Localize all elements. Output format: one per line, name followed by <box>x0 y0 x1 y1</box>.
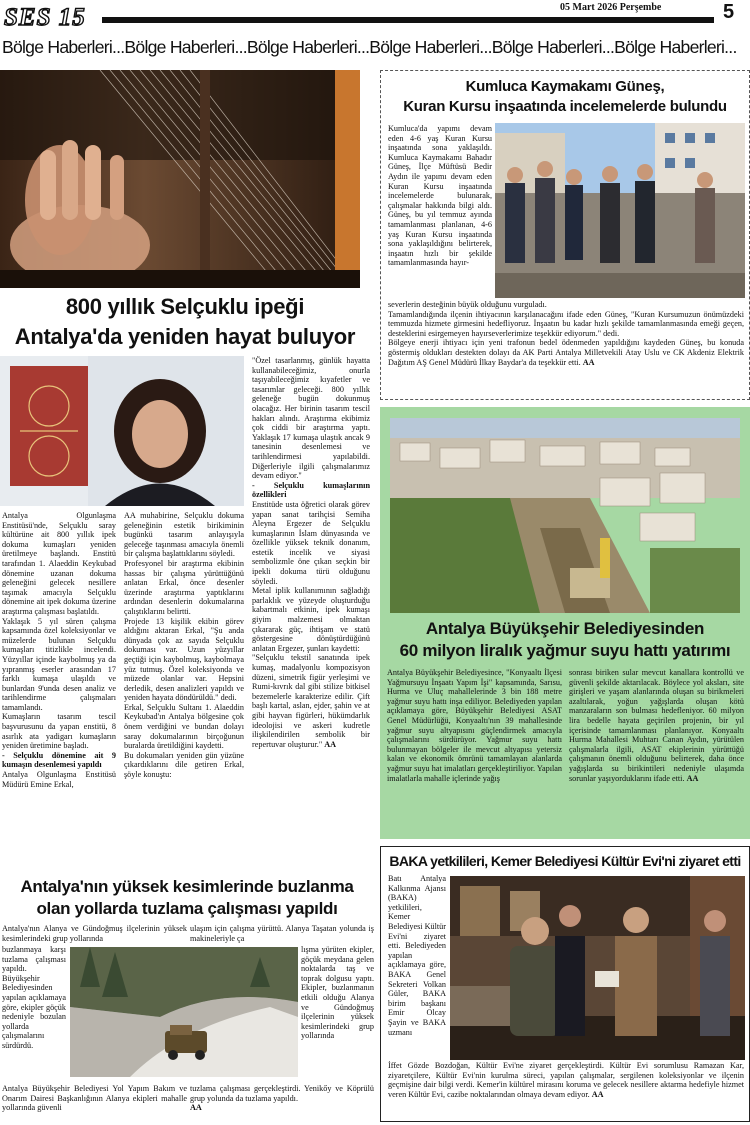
ipek-col1-subhead: - Selçuklu dönemine ait 9 kumaşın desenlemesi yapıldı <box>2 750 116 770</box>
ipek-col3-subhead: - Selçuklu kumaşlarının özellikleri <box>252 480 370 500</box>
kumluca-headline <box>380 77 750 117</box>
ipek-headline-line1: 800 yıllık Selçuklu ipeği <box>65 294 305 319</box>
ipek-col1-p2: Enstitü tarafından 1. Alaeddin Keykubad dönemine uzanan dokuma geleneğini gelecek nesillere taşımak amacıyla Selçuklu dönemine ait ipek dokuma üzerine araştırma çalışması başlatıldı. <box>2 549 116 616</box>
kumluca-p2: Tamamlandığında ilçenin ihtiyacının karşılanacağını ifade eden Güneş, "Kuran Kursumuzun önümüzdeki temmuzda hizmete girmesini hedefliyoruz. İnşaatın bu kadar hızlı şekilde tamamlanmasında emeği geçen, desteklerini esirgemeyen hayırseverlerimize teşekkür ediyorum." dedi. <box>388 309 744 338</box>
ipek-col3-p1: "Özel tasarlanmış, günlük hayatta kullanabileceğimiz, onurla taşıyabileceğimiz kıyafetler ve tasarımlar geleceği. 800 yıllık geleneğe bugün dokunmuş olacağız. Her birinin tasarım tescil hakları alındı. Araştırma ekibimiz çok ciddi bir araştırma yaptı. Yaklaşık 17 kumaşa ulaştık ancak 9 tanesinin desenlemesi ve tarihlendirmesi yapılabildi. Diğerleriyle ilgili çalışmalarımız devam ediyor." <box>252 356 370 481</box>
yagmur-col1 <box>387 668 562 832</box>
aerial-construction-image <box>390 418 740 613</box>
ipek-col2 <box>124 511 244 873</box>
yagmur-photo <box>390 418 740 613</box>
ipek-col3-p4: "Selçuklu tekstil sanatında ipek kumaş, madalyonlu kompozisyon düzeni, simetrik figür yerleşimi ve Rumi-kıvrık dal gibi stilize bitkisel bezemelerle karakterize edilir. Çift başlı kartal, aslan, ejder, şahin ve at gibi hayvan figürleri, hükümdarlık ideolojisi ve askeri kudretle ilişkilendirilen sembolik bir repertuvar oluşturur." <box>252 653 370 749</box>
yagmur-headline-line1: Antalya Büyükşehir Belediyesinden <box>425 619 705 638</box>
snowy-road-image <box>70 947 298 1077</box>
kumluca-headline-line1: Kumluca Kaymakamı Güneş, <box>465 78 665 95</box>
tuzlama-right-top-text: ulaşım için çalışma yürüttü. <box>190 924 284 933</box>
ipek-col1-p5: Antalya Olgunlaşma Enstitüsü Müdürü Emine Erkal, <box>2 770 116 789</box>
page-number: 5 <box>723 1 735 23</box>
baka-left-text: Batı Antalya Kalkınma Ajansı (BAKA) yetkilileri, Kemer Belediyesi Kültür Evi'ni ziyaret etti. Belediyeden yapılan açıklamaya göre, BAKA Genel Sekreteri Volkan Güler, BAKA birim başkanı Emir Olcay Şayin ve BAKA uzmanı <box>388 874 446 1037</box>
kumluca-headline-line2: Kuran Kursu inşaatında incelemelerde bulundu <box>403 98 727 115</box>
tuzlama-headline-line2: olan yollarda tuzlama çalışması yapıldı <box>36 899 338 918</box>
kumluca-p1: severlerin desteğinin büyük olduğunu vurguladı. <box>388 300 547 309</box>
kumluca-full-text <box>388 300 744 396</box>
yagmur-col1-text: Antalya Büyükşehir Belediyesince, "Konyaaltı İlçesi Yağmursuyu İnşaatı Yapım İşi" kapsamında, Sarısu, Hurma ve Uluç mahallelerinde 3 bin 188 metre yağmur suyu hattı inşa ediliyor. Belediyeden yapılan açıklamaya göre, Büyükşehir Belediyesi ASAT Genel Müdürlüğü, Konyaaltı'nın 39 mahallesinde yağmur suyu altyapısını güçlendirmek amacıyla çalışmalarını sürdürüyor. Yağmur suyu hattı bulunmayan bölgeler ile mevcut altyapısı yetersiz kalan ve ekonomik ömrünü tamamlayan alanlarda yağmur suyu hat imalatları gerçekleştiriliyor. Yapılan imalatlarla mahalle içlerinde yağış <box>387 668 562 783</box>
ipek-col3-p2: Enstitüde usta öğretici olarak görev yapan sanat tarihçisi Semiha Aleyna Ergezer de Selçuklu kumaşlarının İslam dünyasında ve özellikle yüksek teknik donanım, estetik incelik ve siyasi sembolizmle öne çıkan seçkin bir ipekli dokuma türü olduğunu söyledi. <box>252 499 370 586</box>
tuzlama-sign: AA <box>190 1103 202 1113</box>
tuzlama-bottom-right-text: tuzlama çalışması gerçekleştirdi. Yenikőy ve Köprülü grup yolunda da tuzlama yapıldı. <box>190 1084 374 1103</box>
construction-visit-image <box>495 123 745 298</box>
baka-full-text <box>388 1061 744 1119</box>
portrait-photo <box>0 356 244 506</box>
ipek-col1 <box>2 511 116 873</box>
loom-weaving-image <box>0 70 360 288</box>
ipek-col1-p4: Kumaşların tasarım tescil başvurusunu da yapan enstitü, 8 asırlık ata yadigarı kumaşların yeniden üretimine başladı. <box>2 712 116 751</box>
portrait-image <box>0 356 244 506</box>
ipek-col2-p2: Profesyonel bir araştırma ekibinin hassas bir çalışma yürüttüğünü anlatan Erkal, önce desenler üzerinde araştırma yaptıklarını ardından desenlerin dokumalarına çalıştıklarını belirtti. <box>124 558 244 616</box>
kumluca-p3: Bölgeye enerji ihtiyacı için yeni trafonun bedel ödenmeden yapıldığını kaydeden Güneş, bu konuda göstermiş oldukları destekten dolayı da AK Parti Antalya Milletvekili Atay Uslu ve CK Akdeniz Elektrik Dağıtım AŞ Genel Müdürü İlkay Baydar'a da teşekkür etti. <box>388 338 744 367</box>
ipek-headline-line2: Antalya'da yeniden hayat buluyor <box>14 324 356 349</box>
kumluca-sign: AA <box>582 357 595 367</box>
tuzlama-top-line <box>2 924 187 944</box>
kumluca-photo <box>495 123 745 298</box>
tuzlama-right-col-text: lışma yürüten ekipler, göçük meydana gelen noktalarda taş ve toprak dolgusu yaptı. Ekipler, buzlanmanın etkili olduğu Alanya ve Gündoğmuş ilçelerinin yüksek kesimlerindeki grup yollarında <box>301 945 374 1041</box>
kumluca-left-text: Kumluca'da yapımı devam eden 4-6 yaş Kuran Kursu inşaatında sona yaklaşıldı. Kumluca Kaymakamı Bahadır Güneş, İlçe Müftüsü Bedir Aydın ile yapımı devam eden Kuran Kursu inşaatında incelemelerde bulunarak, çalışmalar hakkında bilgi aldı. Güneş, bu yıl temmuz ayında tamamlanması planlanan, 4-6 yaş Kuran Kursu inşaatında sona yaklaşıldığını belirterek, inşaatın hızlı bir şekilde tamamlanmasında hayır- <box>388 124 492 268</box>
museum-visit-image <box>450 876 745 1060</box>
baka-photo <box>450 876 745 1060</box>
baka-sign: AA <box>591 1089 604 1099</box>
kumluca-left-col <box>388 124 492 298</box>
ipek-sign: AA <box>324 739 337 749</box>
baka-headline: BAKA yetkilileri, Kemer Belediyesi Kültür Evi'ni ziyaret etti <box>389 853 741 869</box>
tuzlama-left-col <box>2 945 66 1085</box>
baka-full: İffet Gözde Bozdoğan, Kültür Evi'ne ziyaret gerçekleştirdi. Kültür Evi sorumlusu Ramazan Kar, ziyaretçilere, Kültür Evi'nin kurulma süreci, yapılan çalışmalar, sergilenen koleksiyonlar ve ilçenin geçmişine dair bilgi verdi. Kemer'in kültürel mirasını koruma ve gelecek nesillere aktarma hedefiyle hizmet veren Kültür Evi, cazibe noktalarından olmaya devam ediyor. <box>388 1061 744 1099</box>
ipek-col2-p4: Erkal, Selçuklu Sultanı 1. Alaeddin Keykubad'ın Antalya bölgesine çok önem verdiğini ve bundan dolayı saray dokumalarının birçoğunun buralarda üretildiğini kaydetti. <box>124 702 244 751</box>
masthead-rule <box>102 17 714 23</box>
masthead-logo: SES 15 <box>4 4 86 31</box>
yagmur-col2-text: sonrası biriken sular mevcut kanallara kontrollü ve güvenli şekilde aktarılacak. Böylece yol aksları, site girişleri ve yaşam alanlarında oluşan su birikmeleri azaltılarak, yoğun yağışlarda oluşan kötü manzaraların son bulması hedefleniyor. 60 milyon lira bedelle hayata geçirilen projenin, bir yıl içerisinde tamamlanması planlanıyor. Konyaaltı Hurma Mahallesi Muhtarı Canan Aydın, yürütülen çalışmalarla ilgili, ASAT ekiplerinin yürüttüğü çalışmanın önemli olduğunu belirterek, daha önce yağışlarda su birikintileri nedeniyle ulaşımda sorunlar yaşıyorduklarını ifade etti. <box>569 668 744 783</box>
masthead-date: 05 Mart 2026 Perşembe <box>560 2 662 13</box>
ipek-col1-p1: Antalya Olgunlaşma Enstitüsü'nde, Selçuklu saray kültürüne ait 800 yıllık ipek dokuma kumaşları yeniden üretilmeye başlandı. <box>2 511 116 559</box>
tuzlama-top-line-text: Antalya'nın Alanya ve Gündoğmuş ilçelerinin yüksek kesimlerindeki grup yollarında <box>2 924 187 943</box>
tuzlama-right-top <box>190 924 374 944</box>
loom-photo <box>0 70 360 288</box>
ipek-col2-p1: AA muhabirine, Selçuklu dokuma geleneğinin estetik birikiminin bugünkü tasarım anlayışıyla geleceğe taşınması amacıyla önemli bir çalışma başlattıklarını söyledi. <box>124 511 244 559</box>
ipek-col2-p5: Bu dokumaları yeniden gün yüzüne çıkardıklarını dile getiren Erkal, şöyle konuştu: <box>124 750 244 780</box>
tuzlama-right-p1: Alanya Taşatan yolunda iş makineleriyle ça <box>190 924 374 943</box>
ipek-col2-p3: Projede 13 kişilik ekibin görev aldığını aktaran Erkal, "Şu anda dünyada çok az sayıda Selçuklu dokuması var. Uzun yüzyıllar geçtiği için kaybolmuş, kaybolmaya yüz tutmuş. Özel koleksiyonda ve müzede olanlar var. Hepsini derledik, desen analizleri yapıldı ve yeniden hayata döndürüldü." dedi. <box>124 616 244 703</box>
tuzlama-headline-line1: Antalya'nın yüksek kesimlerinde buzlanma <box>20 877 354 896</box>
ipek-col3-p3: Metal iplik kullanımının sağladığı parlaklık ve yüzeyde oluşturduğu kabartmalı etkinin, ipek kumaşı giyim malzemesi olmaktan çıkararak güç, ihtişam ve statü göstergesine dönüştürdüğünü anlatan Ergezer, şunları kaydetti: <box>252 586 370 653</box>
yagmur-headline-line2: 60 milyon liralık yağmur suyu hattı yatırımı <box>399 641 731 660</box>
yagmur-sign: AA <box>686 773 699 783</box>
yagmur-col2 <box>569 668 744 832</box>
tuzlama-bottom-left-text: Antalya Büyükşehir Belediyesi Yol Yapım Bakım ve Onarım Dairesi Başkanlığının Alanya ekipleri mahalle yollarında güvenli <box>2 1084 187 1113</box>
baka-left-col <box>388 874 446 1058</box>
tuzlama-headline <box>0 876 374 920</box>
tuzlama-bottom-left <box>2 1084 187 1118</box>
tuzlama-right-col <box>301 945 374 1080</box>
ipek-col3 <box>252 356 370 872</box>
tuzlama-photo <box>70 947 298 1077</box>
yagmur-headline <box>380 618 750 662</box>
tuzlama-bottom-right <box>190 1084 374 1118</box>
ipek-headline <box>0 292 370 352</box>
ipek-col1-p3: Yaklaşık 5 yıl süren çalışma kapsamında özel koleksiyonlar ve müzelerde bulunan Selçuklu kumaşları titizlikle incelendi. Yüzyıllar içinde kaybolmuş ya da yıpranmış eserler arasından 17 farklı kumaşa ulaşıldı ve bunlardan 9'unda desen analiz ve tarihlendirme çalışmaları tamamlandı. <box>2 616 116 712</box>
tuzlama-left-text: buzlanmaya karşı tuzlama çalışması yapıldı. Büyükşehir Belediyesinden yapılan açıklamaya göre, ekipler göçük nedeniyle bozulan yollarda çalışmalarını sürdürdü. <box>2 945 66 1050</box>
section-banner: Bölge Haberleri...Bölge Haberleri...Bölge Haberleri...Bölge Haberleri...Bölge Haberleri...Bölge Haberleri... <box>2 37 737 57</box>
masthead <box>0 0 750 34</box>
